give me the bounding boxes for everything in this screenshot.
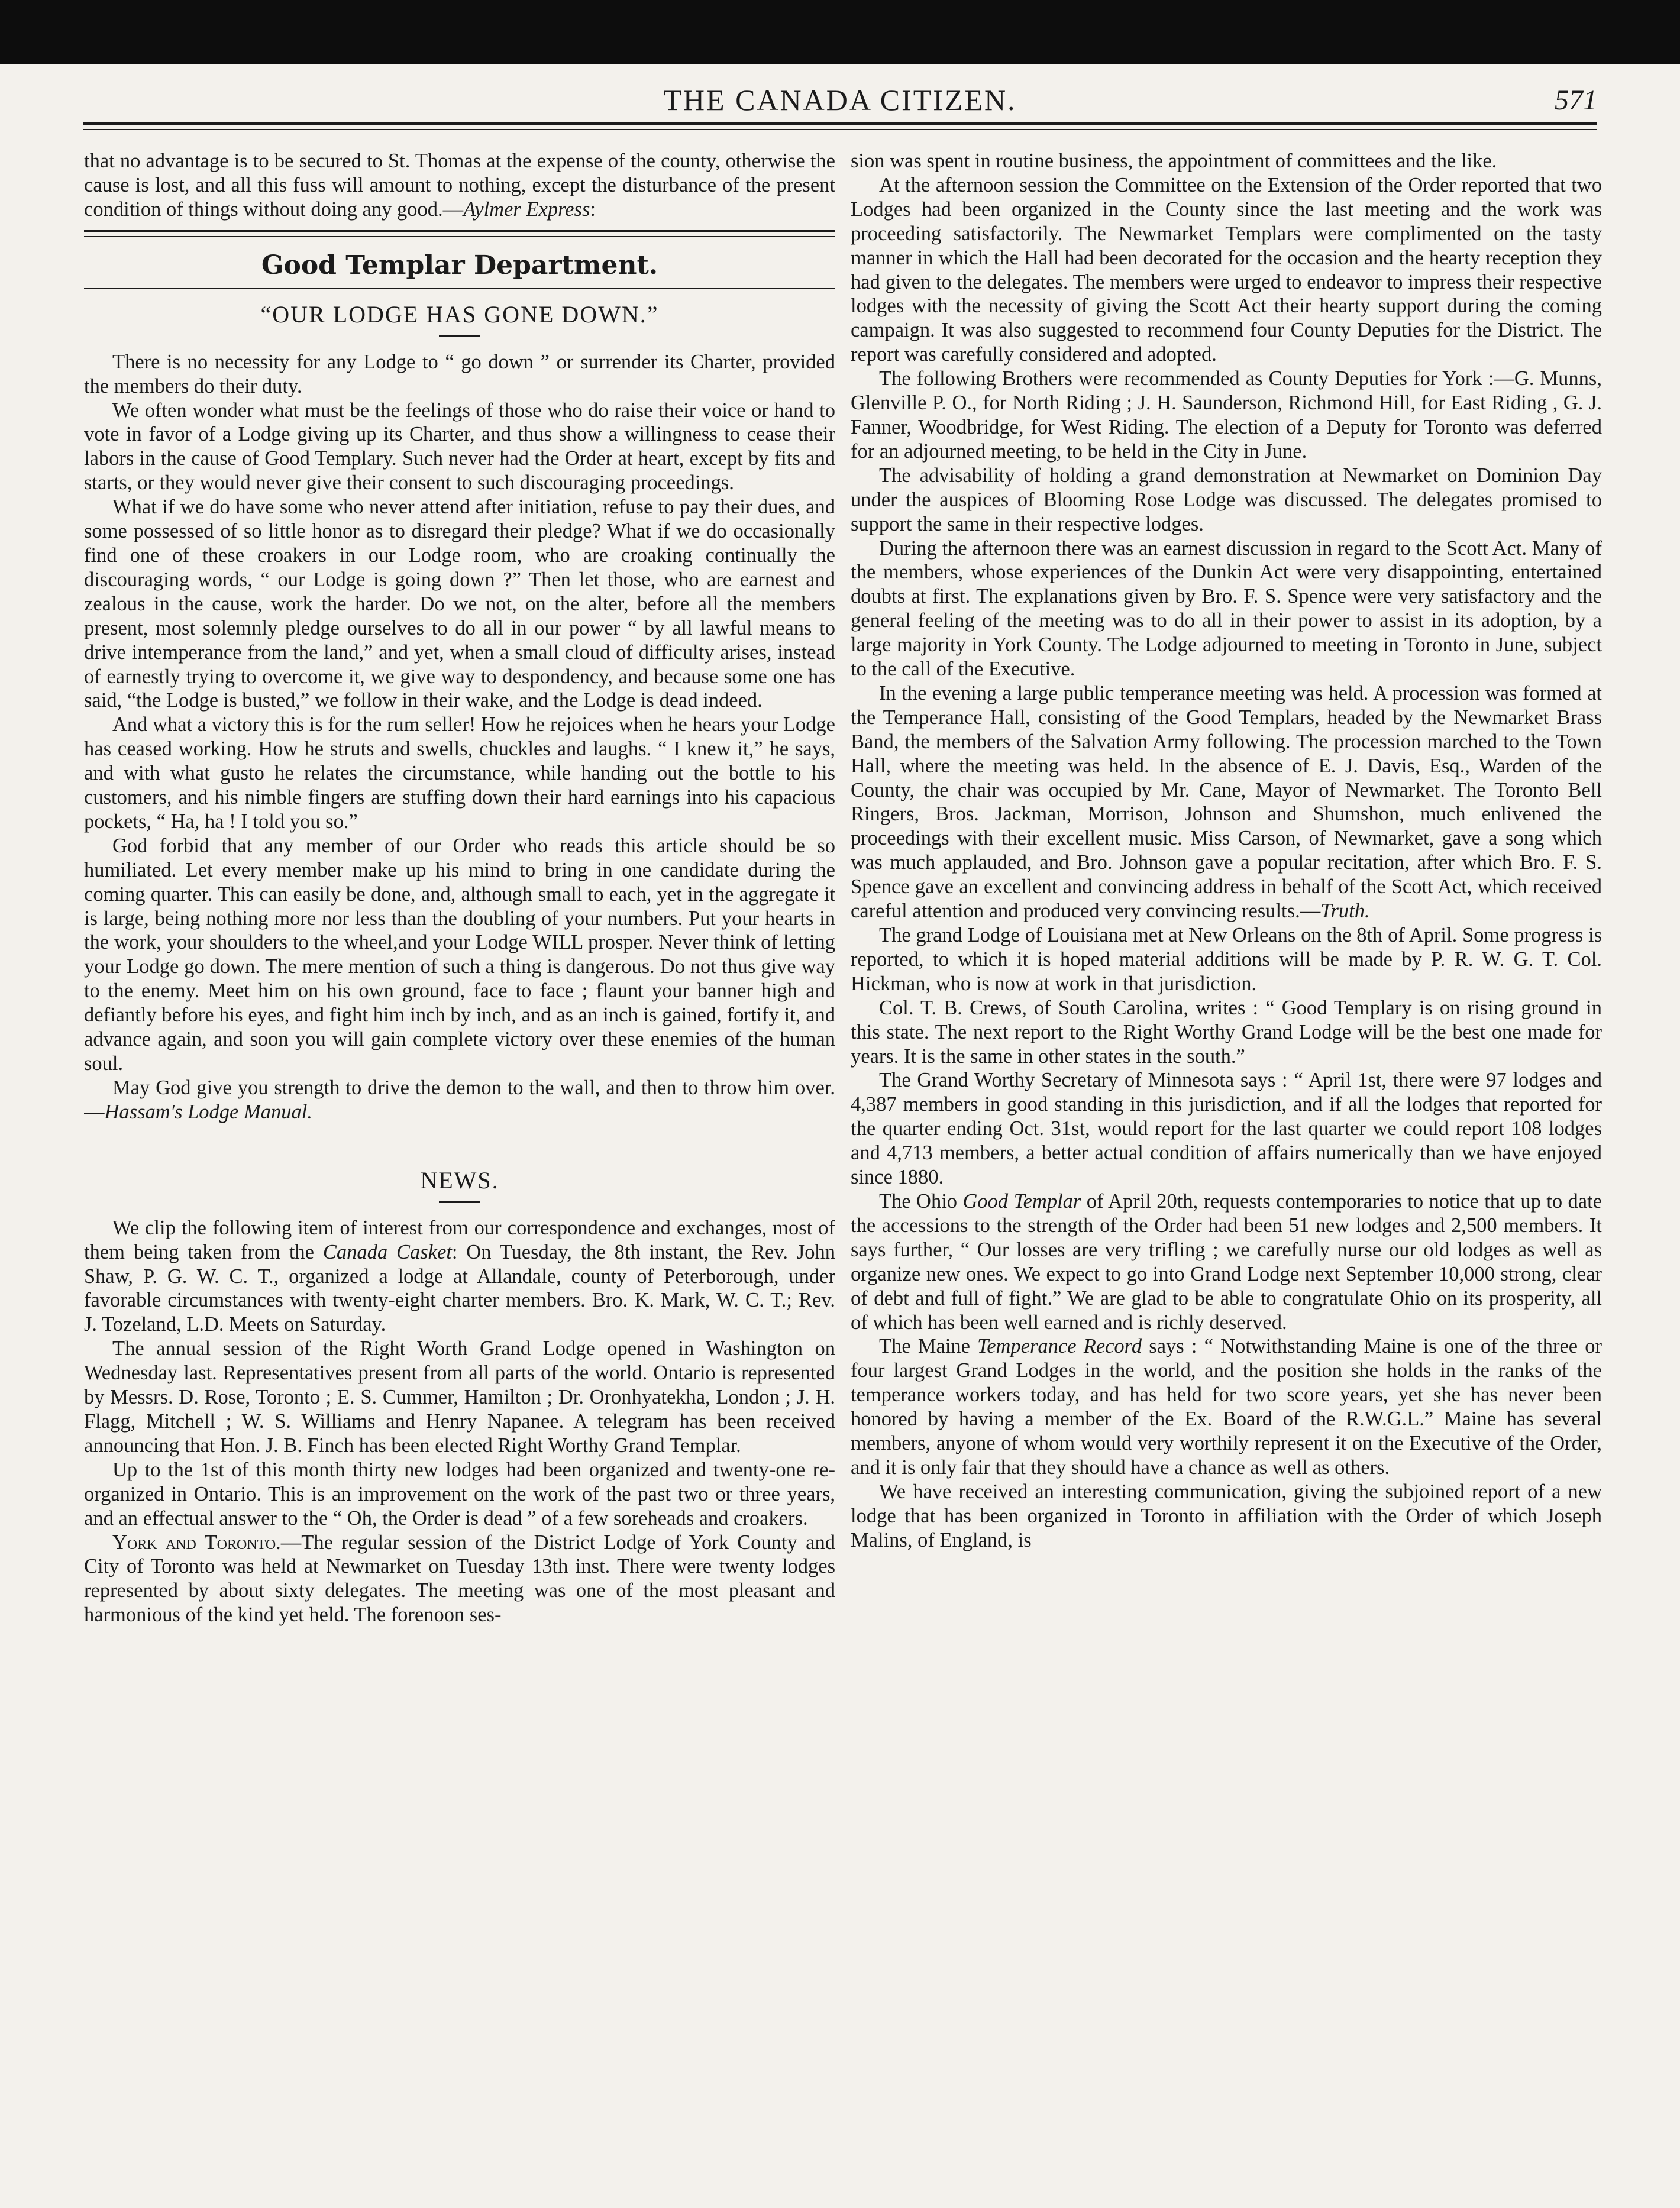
header-rule: [83, 122, 1597, 125]
news-paragraph: We clip the following item of interest from our correspondence and exchanges, most of them being taken from the Canada Casket: On Tuesday, the 8th instant, the Rev. John Shaw, P. G. W. C. T., organized a lodge at Allandale, county of Peterborough, under favorable circumstances with twenty-eight charter members. Bro. K. Mark, W. C. T.; Rev. J. Tozeland, L.D. Meets on Saturday.: [84, 1216, 835, 1336]
news-paragraph: The annual session of the Right Worth Grand Lodge opened in Washington on Wednesday last. Representatives present from all parts of the world. Ontario is represented by Messrs. D. Rose, Toronto ; E. S. Cummer, Hamilton ; Dr. Oronhyatekha, London ; J. H. Flagg, Mitchell ; W. S. Williams and Henry Napanee. A telegram has been received announcing that Hon. J. B. Finch has been elected Right Worthy Grand Templar.: [84, 1337, 835, 1457]
report-paragraph: The following Brothers were recommended as County Deputies for York :—G. Munns, Glenville P. O., for North Riding ; J. H. Saunderson, Richmond Hill, for East Riding , G. J. Fanner, Woodbridge, for West Riding. The election of a Deputy for Toronto was deferred for an adjourned meeting, to be held in the City in June.: [851, 367, 1602, 463]
news-item: The Maine Temperance Record says : “ Notwithstanding Maine is one of the three or four largest Grand Lodges in the world, and the position she holds in the ranks of the temperance workers today, and has held for two score years, yet she has never been honored by having a member of the Ex. Board of the R.W.G.L.” Maine has several members, anyone of whom would very worthily represent it on the Executive of the Order, and it is only fair that they should have a chance as well as others.: [851, 1335, 1602, 1479]
spacer: [84, 1124, 835, 1162]
article-paragraph: We often wonder what must be the feelings of those who do raise their voice or hand to vote in favor of a Lodge giving up its Charter, and thus show a willingness to cease their labors in the cause of Good Templary. Such never had the Order at heart, except by fits and starts, or they would never give their consent to such discouraging proceedings.: [84, 399, 835, 494]
news-paragraph: Up to the 1st of this month thirty new lodges had been organized and twenty-one re-organized in Ontario. This is an improvement on the work of the past two or three years, and an effectual answer to the “ Oh, the Order is dead ” of a few soreheads and croakers.: [84, 1458, 835, 1530]
news-item: Col. T. B. Crews, of South Carolina, writes : “ Good Templary is on rising ground in this state. The next report to the Right Worthy Grand Lodge will be the best one made for years. It is the same in other states in the south.”: [851, 996, 1602, 1068]
news-item: We have received an interesting communication, giving the subjoined report of a new lodge that has been organized in Toronto in affiliation with the Order of which Joseph Malins, of England, is: [851, 1480, 1602, 1551]
report-paragraph: The advisability of holding a grand demonstration at Newmarket on Dominion Day under the auspices of Blooming Rose Lodge was discussed. The delegates promised to support the same in their respective lodges.: [851, 464, 1602, 535]
department-rule-top-thin: [84, 236, 835, 237]
left-column: [84, 149, 835, 2148]
report-paragraph: At the afternoon session the Committee on the Extension of the Order reported that two Lodges had been organized in the County since the last meeting and the work was proceeding satisfactorily. The Newmarket Templars were complimented on the tasty manner in which the Hall had been decorated for the occasion and the hearty reception they had given to the delegates. The members were urged to endeavor to impress their respective lodges with the necessity of giving the Scott Act their hearty support during the coming campaign. It was also suggested to recommend four County Deputies for the District. The report was carefully considered and adopted.: [851, 173, 1602, 366]
department-rule-bottom: [84, 288, 835, 289]
news-heading: NEWS.: [420, 1166, 499, 1194]
right-column: [851, 149, 1602, 2148]
article-paragraph: What if we do have some who never attend after initiation, refuse to pay their dues, and some possessed of so little honor as to disregard their pledge? What if we do occasionally find one of these croakers in our Lodge room, who are croaking continually the discouraging words, “ our Lodge is going down ?” Then let those, who are earnest and zealous in the cause, work the harder. Do we not, on the alter, before all the members present, most solemnly pledge ourselves to do all in our power “ by all lawful means to drive intemperance from the land,” and yet, when a small cloud of difficulty arises, instead of earnestly trying to overcome it, we give way to despondency, and because some one has said, “the Lodge is busted,” we follow in their wake, and the Lodge is dead indeed.: [84, 496, 835, 712]
article-paragraph: God forbid that any member of our Order who reads this article should be so humiliated. Let every member make up his mind to bring in one candidate during the coming quarter. This can easily be done, and, although small to each, yet in the aggregate it is large, being nothing more nor less than the doubling of your numbers. Put your hearts in the work, your shoulders to the wheel,and your Lodge WILL prosper. Never think of letting your Lodge go down. The mere mention of such a thing is dangerous. Do not thus give way to the enemy. Meet him on his own ground, face to face ; flaunt your banner high and defiantly before his eyes, and fight him inch by inch, and as an inch is gained, fortify it, and advance again, and soon you will gain complete victory over these enemies of the human soul.: [84, 834, 835, 1075]
news-item: The grand Lodge of Louisiana met at New Orleans on the 8th of April. Some progress is reported, to which it is hoped material additions will be made by P. R. W. G. T. Col. Hickman, who is now at work in that jurisdiction.: [851, 924, 1602, 995]
article-title: “OUR LODGE HAS GONE DOWN.”: [260, 300, 659, 328]
department-rule-top: [84, 230, 835, 232]
periodical-name: Good Templar: [962, 1189, 1081, 1213]
title-dash: [439, 335, 480, 337]
article-paragraph: And what a victory this is for the rum seller! How he rejoices when he hears your Lodge has ceased working. How he struts and swells, chuckles and laughs. “ I knew it,” he says, and with what gusto he relates the circumstance, while handing out the bottle to his customers, and his nimble fingers are stuffing down their hard earnings into his capacious pockets, “ Ha, ha ! I told you so.”: [84, 713, 835, 833]
report-paragraph: During the afternoon there was an earnest discussion in regard to the Scott Act. Many of the members, whose experiences of the Dunkin Act were very disappointing, entertained doubts at first. The explanations given by Bro. F. S. Spence were very satisfactory and the general feeling of the meeting was to do all in their power to assist in its adoption, by a large majority in York County. The Lodge adjourned to meeting in Toronto in June, subject to the call of the Executive.: [851, 536, 1602, 681]
header-rule-thin: [83, 129, 1597, 130]
intro-source: Aylmer Express: [463, 198, 590, 221]
page-title: THE CANADA CITIZEN.: [663, 83, 1017, 117]
continued-paragraph: sion was spent in routine business, the appointment of committees and the like.: [851, 150, 1497, 172]
scan-top-band: [0, 0, 1680, 64]
report-paragraph: In the evening a large public temperance meeting was held. A procession was formed at the Temperance Hall, consisting of the Good Templars, headed by the Newmarket Brass Band, the members of the Salvation Army following. The procession marched to the Town Hall, where the meeting was held. In the absence of E. J. Davis, Esq., Warden of the County, the chair was occupied by Mr. Cane, Mayor of Newmarket. The Toronto Bell Ringers, Bros. Jackman, Morrison, Johnson and Shumshon, much enlivened the proceedings with their excellent music. Miss Carson, of Newmarket, gave a song which was much applauded, and Bro. Johnson gave a popular recitation, after which Bro. F. S. Spence gave an excellent and convincing address in behalf of the Scott Act, which received careful attention and produced very convincing results.—Truth.: [851, 681, 1602, 923]
news-item: The Grand Worthy Secretary of Minnesota says : “ April 1st, there were 97 lodges and 4,387 members in good standing in this jurisdiction, and if all the lodges that reported for the quarter ending Oct. 31st, would report for the last quarter we could report 108 lodges and 4,713 members, a better actual condition of affairs numerically than we have enjoyed since 1880.: [851, 1069, 1602, 1189]
news-source: Canada Casket: [322, 1240, 452, 1263]
periodical-name: Temperance Record: [977, 1335, 1142, 1358]
intro-paragraph: that no advantage is to be secured to St. Thomas at the expense of the county, otherwise the cause is lost, and all this fuss will amount to nothing, except the disturbance of the present condition of things without doing any good.—Aylmer Express:: [84, 150, 835, 221]
york-paragraph: York and Toronto.—The regular session of the District Lodge of York County and City of Toronto was held at Newmarket on Tuesday 13th inst. There were twenty lodges represented by about sixty delegates. The meeting was one of the most pleasant and harmonious of the kind yet held. The forenoon ses-: [84, 1531, 835, 1627]
news-dash: [439, 1201, 480, 1203]
york-heading: York and Toronto.: [112, 1531, 281, 1554]
page-number: 571: [1555, 85, 1597, 116]
article-source: Hassam's Lodge Manual.: [104, 1100, 312, 1123]
news-item: The Ohio Good Templar of April 20th, requests contemporaries to notice that up to date the accessions to the strength of the Order had been 51 new lodges and 2,500 members. It says further, “ Our losses are very trifling ; we carefully nurse our old lodges as well as organize new ones. We expect to go into Grand Lodge next September 10,000 strong, clear of debt and full of fight.” We are glad to be able to congratulate Ohio on its prosperity, all of which has been well earned and is richly deserved.: [851, 1189, 1602, 1334]
running-header: [83, 76, 1597, 117]
report-source: Truth.: [1320, 900, 1370, 923]
article-paragraph: There is no necessity for any Lodge to “ go down ” or surrender its Charter, provided the members do their duty.: [84, 350, 835, 397]
department-heading: Good Templar Department.: [261, 250, 658, 280]
article-paragraph-last: May God give you strength to drive the demon to the wall, and then to throw him over.—Hassam's Lodge Manual.: [84, 1076, 835, 1123]
